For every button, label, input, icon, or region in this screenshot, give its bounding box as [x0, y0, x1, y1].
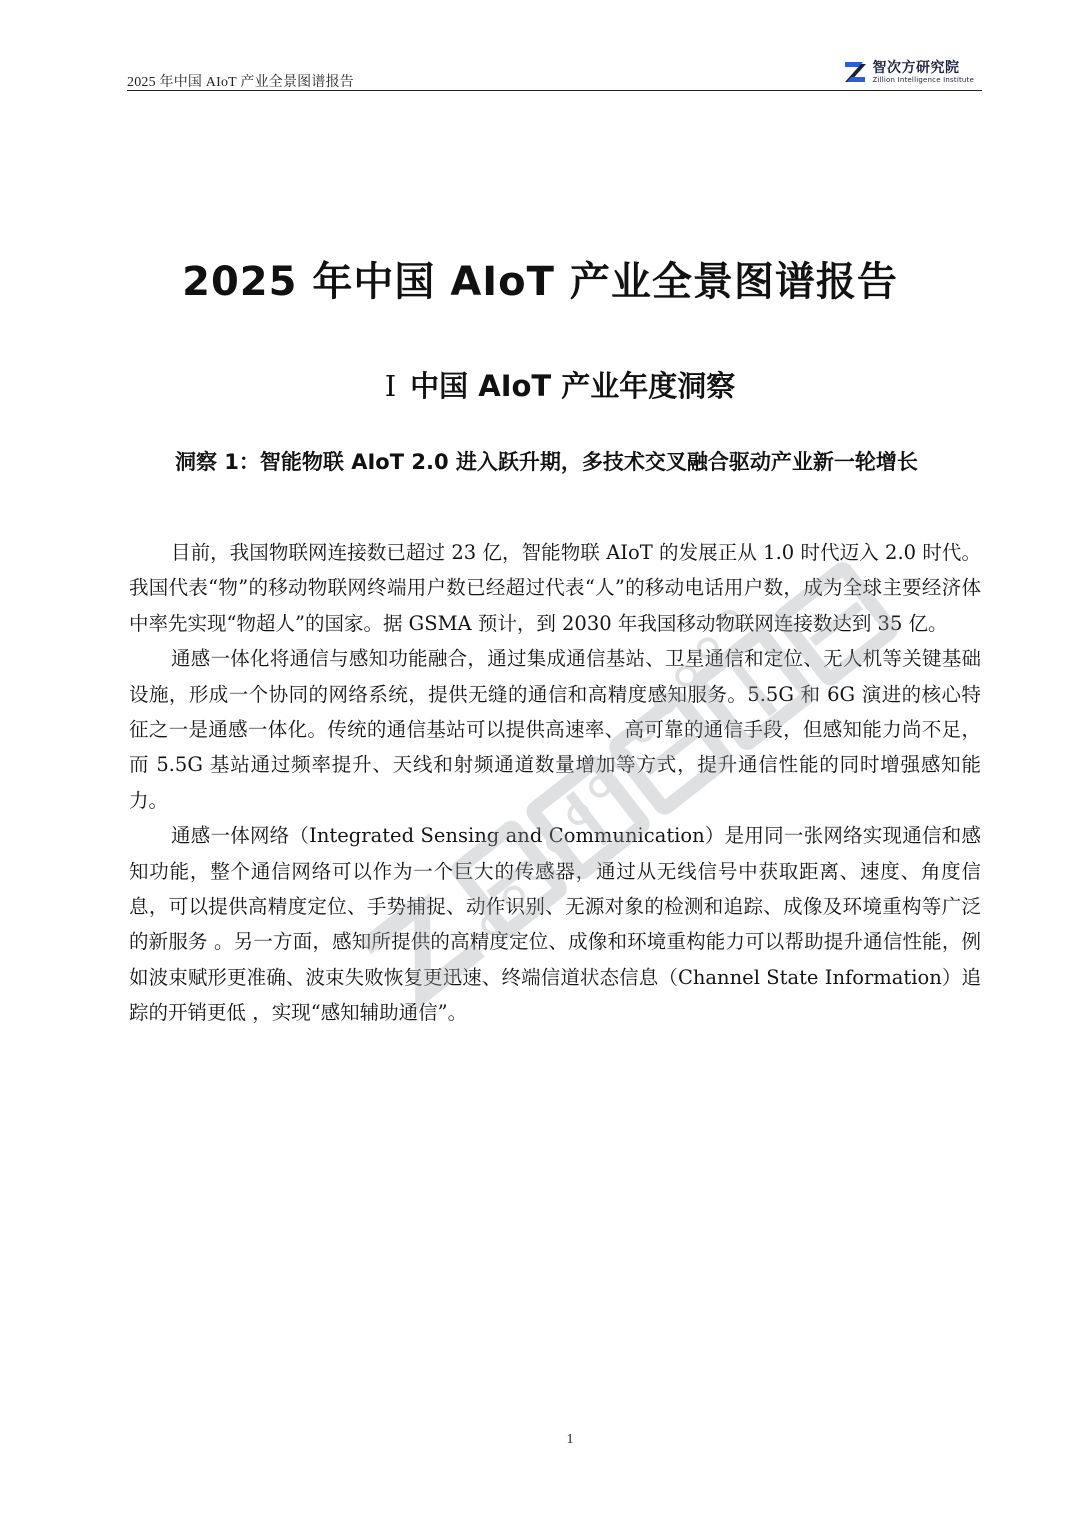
insight-heading: 洞察 1：智能物联 AIoT 2.0 进入跃升期，多技术交叉融合驱动产业新一轮增长	[175, 450, 918, 474]
paragraph: 通感一体化将通信与感知功能融合，通过集成通信基站、卫星通信和定位、无人机等关键基础设施，形成一个协同的网络系统，提供无缝的通信和高精度感知服务。5.5G 和 6G 演进的核心特征之一是通感一体化。传统的通信基站可以提供高速率、高可靠的通信手段，但感知能力尚不足，而 5.5G 基站通过频率提升、天线和射频通道数量增加等方式，提升通信性能的同时增强感知能力。	[129, 647, 981, 812]
header-title: 2025 年中国 AIoT 产业全景图谱报告	[127, 75, 354, 90]
zillion-logo-icon	[842, 58, 868, 86]
report-title: 2025 年中国 AIoT 产业全景图谱报告	[182, 259, 898, 305]
logo-chinese-name: 智次方研究院	[872, 59, 960, 76]
institute-logo	[842, 56, 974, 88]
body-text	[129, 535, 981, 1031]
section-heading	[0, 364, 1080, 405]
page-number: 1	[566, 1432, 574, 1447]
paragraph: 通感一体网络（Integrated Sensing and Communication）是用同一张网络实现通信和感知功能，整个通信网络可以作为一个巨大的传感器，通过从无线信号中获取距离、速度、角度信息，可以提供高精度定位、手势捕捉、动作识别、无源对象的检测和追踪、成像及环境重构等广泛的新服务 。另一方面，感知所提供的高精度定位、成像和环境重构能力可以帮助提升通信性能，例如波束赋形更准确、波束失败恢复更迅速、终端信道状态信息（Channel State Information）追踪的开销更低 ，实现“感知辅助通信”。	[129, 824, 981, 1025]
paragraph: 目前，我国物联网连接数已超过 23 亿，智能物联 AIoT 的发展正从 1.0 时代迈入 2.0 时代。我国代表“物”的移动物联网终端用户数已经超过代表“人”的移动电话用户数，成为全球主要经济体中率先实现“物超人”的国家。据 GSMA 预计，到 2030 年我国移动物联网连接数达到 35 亿。	[129, 541, 981, 635]
section-title-text: 中国 AIoT 产业年度洞察	[410, 369, 736, 403]
logo-english-name: Zillion Intelligence Institute	[872, 75, 974, 84]
section-number: Ⅰ	[384, 369, 397, 403]
page-header	[127, 56, 982, 91]
